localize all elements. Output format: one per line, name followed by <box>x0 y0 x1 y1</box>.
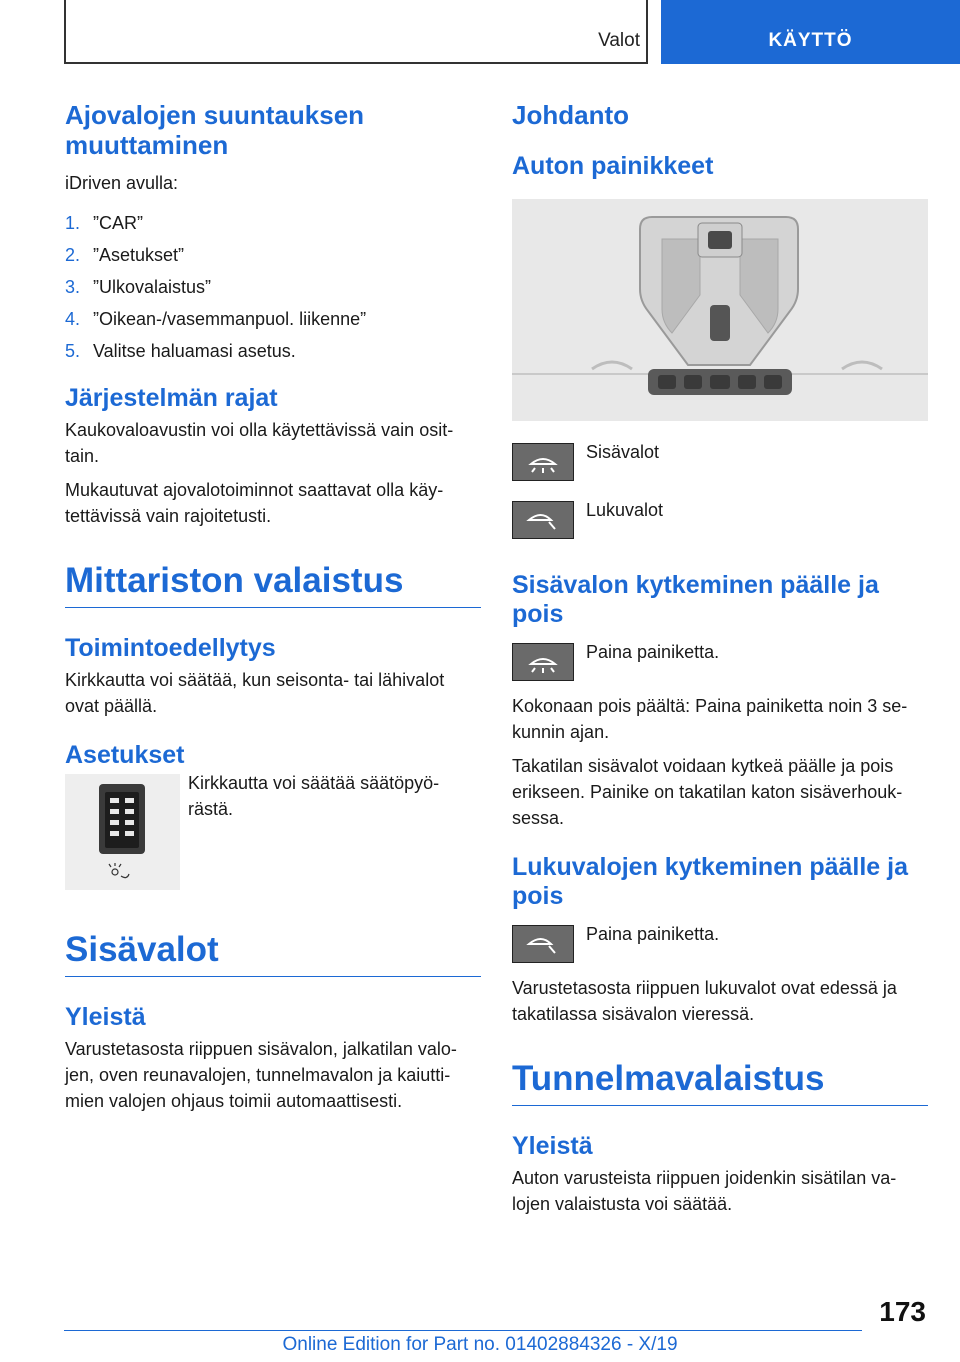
heading-reading-switch: Lukuvalojen kytkeminen päälle ja pois <box>512 853 908 910</box>
heading-settings: Asetukset <box>65 741 185 769</box>
heading-system-limits: Järjestelmän rajat <box>65 384 278 412</box>
heading-interior-lights: Sisävalot <box>65 930 219 969</box>
reading-switch-row <box>512 925 928 963</box>
step-item <box>65 338 481 364</box>
step-text: ”CAR” <box>93 213 143 233</box>
heading-instrument-lighting: Mittariston valaistus <box>65 561 404 600</box>
header-section: Valot <box>598 30 640 51</box>
interior-lights-button-row <box>512 443 928 481</box>
rear-paragraph: Takatilan sisävalot voidaan kytkeä päälle ja pois erikseen. Painike on takatilan katon sisäverhouk-sessa. <box>512 756 903 828</box>
heading-general: Yleistä <box>65 1003 146 1031</box>
reading-light-icon <box>512 501 574 539</box>
settings-block <box>65 774 481 890</box>
heading-interior-switch: Sisävalon kytkeminen päälle ja pois <box>512 571 879 628</box>
reading-lights-button-row <box>512 501 928 539</box>
step-item <box>65 274 481 300</box>
footer-rule <box>64 1330 862 1331</box>
step-text: ”Oikean-/vasemmanpuol. liikenne” <box>93 309 367 329</box>
general-paragraph: Varustetasosta riippuen sisävalon, jalkatilan valo-jen, oven reunavalojen, tunnelmavalon ja kaiutti-mien valojen ohjaus toimii automaattisesti. <box>65 1039 457 1111</box>
dimmer-wheel-icon <box>65 774 180 890</box>
settings-paragraph: Kirkkautta voi säätää säätöpyö-rästä. <box>188 773 440 819</box>
ambient-paragraph: Auton varusteista riippuen joidenkin sisätilan va-lojen valaistusta voi säätää. <box>512 1168 897 1214</box>
step-item <box>65 242 481 268</box>
interior-lights-label: Sisävalot <box>586 442 660 462</box>
header-box <box>64 0 648 64</box>
heading-vehicle-buttons: Auton painikkeet <box>512 152 714 180</box>
idrive-intro: iDriven avulla: <box>65 173 179 193</box>
header-chapter-tab[interactable]: KÄYTTÖ <box>661 0 960 64</box>
step-number: 4. <box>65 309 81 329</box>
interior-light-icon <box>512 443 574 481</box>
step-item <box>65 210 481 236</box>
press-button-text: Paina painiketta. <box>586 642 720 662</box>
step-item <box>65 306 481 332</box>
footer-edition: Online Edition for Part no. 01402884326 - X/19 <box>282 1334 678 1355</box>
reading-light-icon <box>512 925 574 963</box>
step-number: 2. <box>65 245 81 265</box>
reading-paragraph: Varustetasosta riippuen lukuvalot ovat edessä ja takatilassa sisävalon vieressä. <box>512 978 897 1024</box>
section-interior-lights <box>65 930 481 977</box>
press-button-text: Paina painiketta. <box>586 924 720 944</box>
step-number: 5. <box>65 341 81 361</box>
roof-console-icon <box>512 199 928 421</box>
interior-light-icon <box>512 643 574 681</box>
step-text: Valitse haluamasi asetus. <box>93 341 296 361</box>
heading-ambient-lighting: Tunnelmavalaistus <box>512 1059 825 1098</box>
interior-switch-row <box>512 643 928 681</box>
step-text: ”Asetukset” <box>93 245 185 265</box>
step-text: ”Ulkovalaistus” <box>93 277 212 297</box>
section-ambient-lighting <box>512 1059 928 1106</box>
dimmer-wheel-image <box>65 774 180 890</box>
limits-paragraph-1: Kaukovaloavustin voi olla käytettävissä vain osit-tain. <box>65 420 454 466</box>
reading-lights-label: Lukuvalot <box>586 500 664 520</box>
heading-introduction: Johdanto <box>512 100 629 130</box>
idrive-steps <box>65 210 481 364</box>
heading-general-2: Yleistä <box>512 1132 593 1160</box>
page-number: 173 <box>879 1296 926 1327</box>
off-paragraph: Kokonaan pois päältä: Paina painiketta noin 3 se-kunnin ajan. <box>512 696 908 742</box>
section-instrument-lighting <box>65 561 481 608</box>
right-column <box>512 100 928 1217</box>
step-number: 1. <box>65 213 81 233</box>
step-number: 3. <box>65 277 81 297</box>
requirement-paragraph: Kirkkautta voi säätää, kun seisonta- tai lähivalot ovat päällä. <box>65 670 445 716</box>
heading-requirement: Toimintoedellytys <box>65 634 276 662</box>
left-column <box>65 100 481 1114</box>
limits-paragraph-2: Mukautuvat ajovalotoiminnot saattavat olla käy-tettävissä vain rajoitetusti. <box>65 480 444 526</box>
heading-headlight-aiming: Ajovalojen suuntauksen muuttaminen <box>65 100 365 160</box>
roof-console-image <box>512 199 928 421</box>
